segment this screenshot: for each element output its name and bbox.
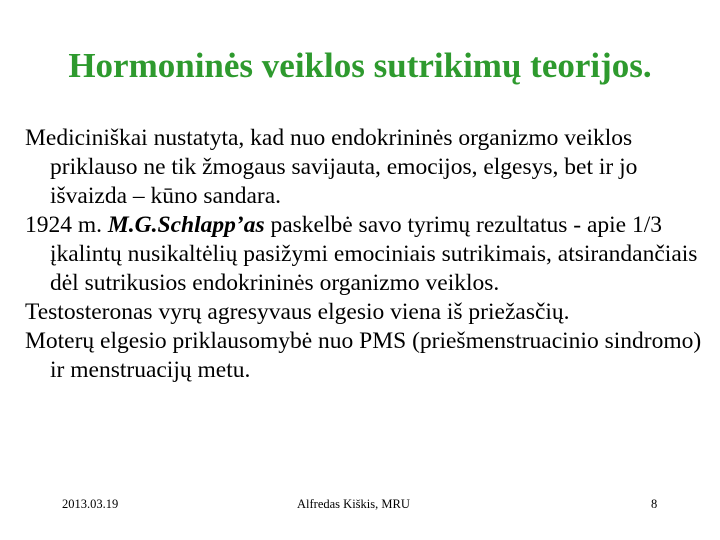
slide-title: Hormoninės veiklos sutrikimų teorijos. <box>68 46 652 85</box>
paragraph-schlapp <box>25 211 705 298</box>
paragraph-testosterone: Testosteronas vyrų agresyvaus elgesio viena iš priežasčių. <box>25 299 570 325</box>
footer-author: Alfredas Kiškis, MRU <box>297 497 410 511</box>
footer-page-number: 8 <box>651 497 658 511</box>
paragraph-pms: Moterų elgesio priklausomybė nuo PMS (priešmenstruacinio sindromo) ir menstruacijų metu. <box>25 328 702 383</box>
slide-body <box>25 124 705 385</box>
paragraph-endocrine: Mediciniškai nustatyta, kad nuo endokrininės organizmo veiklos priklauso ne tik žmogaus savijauta, emocijos, elgesys, bet ir jo išvaizda – kūno sandara. <box>25 125 638 209</box>
paragraph-schlapp-rest: paskelbė savo tyrimų rezultatus - apie 1/3 įkalintų nusikaltėlių pasižymi emociniais sutrikimais, atsirandančiais dėl sutrikusios endokrininės organizmo veiklos. <box>50 212 698 296</box>
footer-date: 2013.03.19 <box>62 497 119 511</box>
researcher-name: M.G.Schlapp’as <box>107 212 265 238</box>
paragraph-schlapp-lead: 1924 m. <box>25 212 108 238</box>
